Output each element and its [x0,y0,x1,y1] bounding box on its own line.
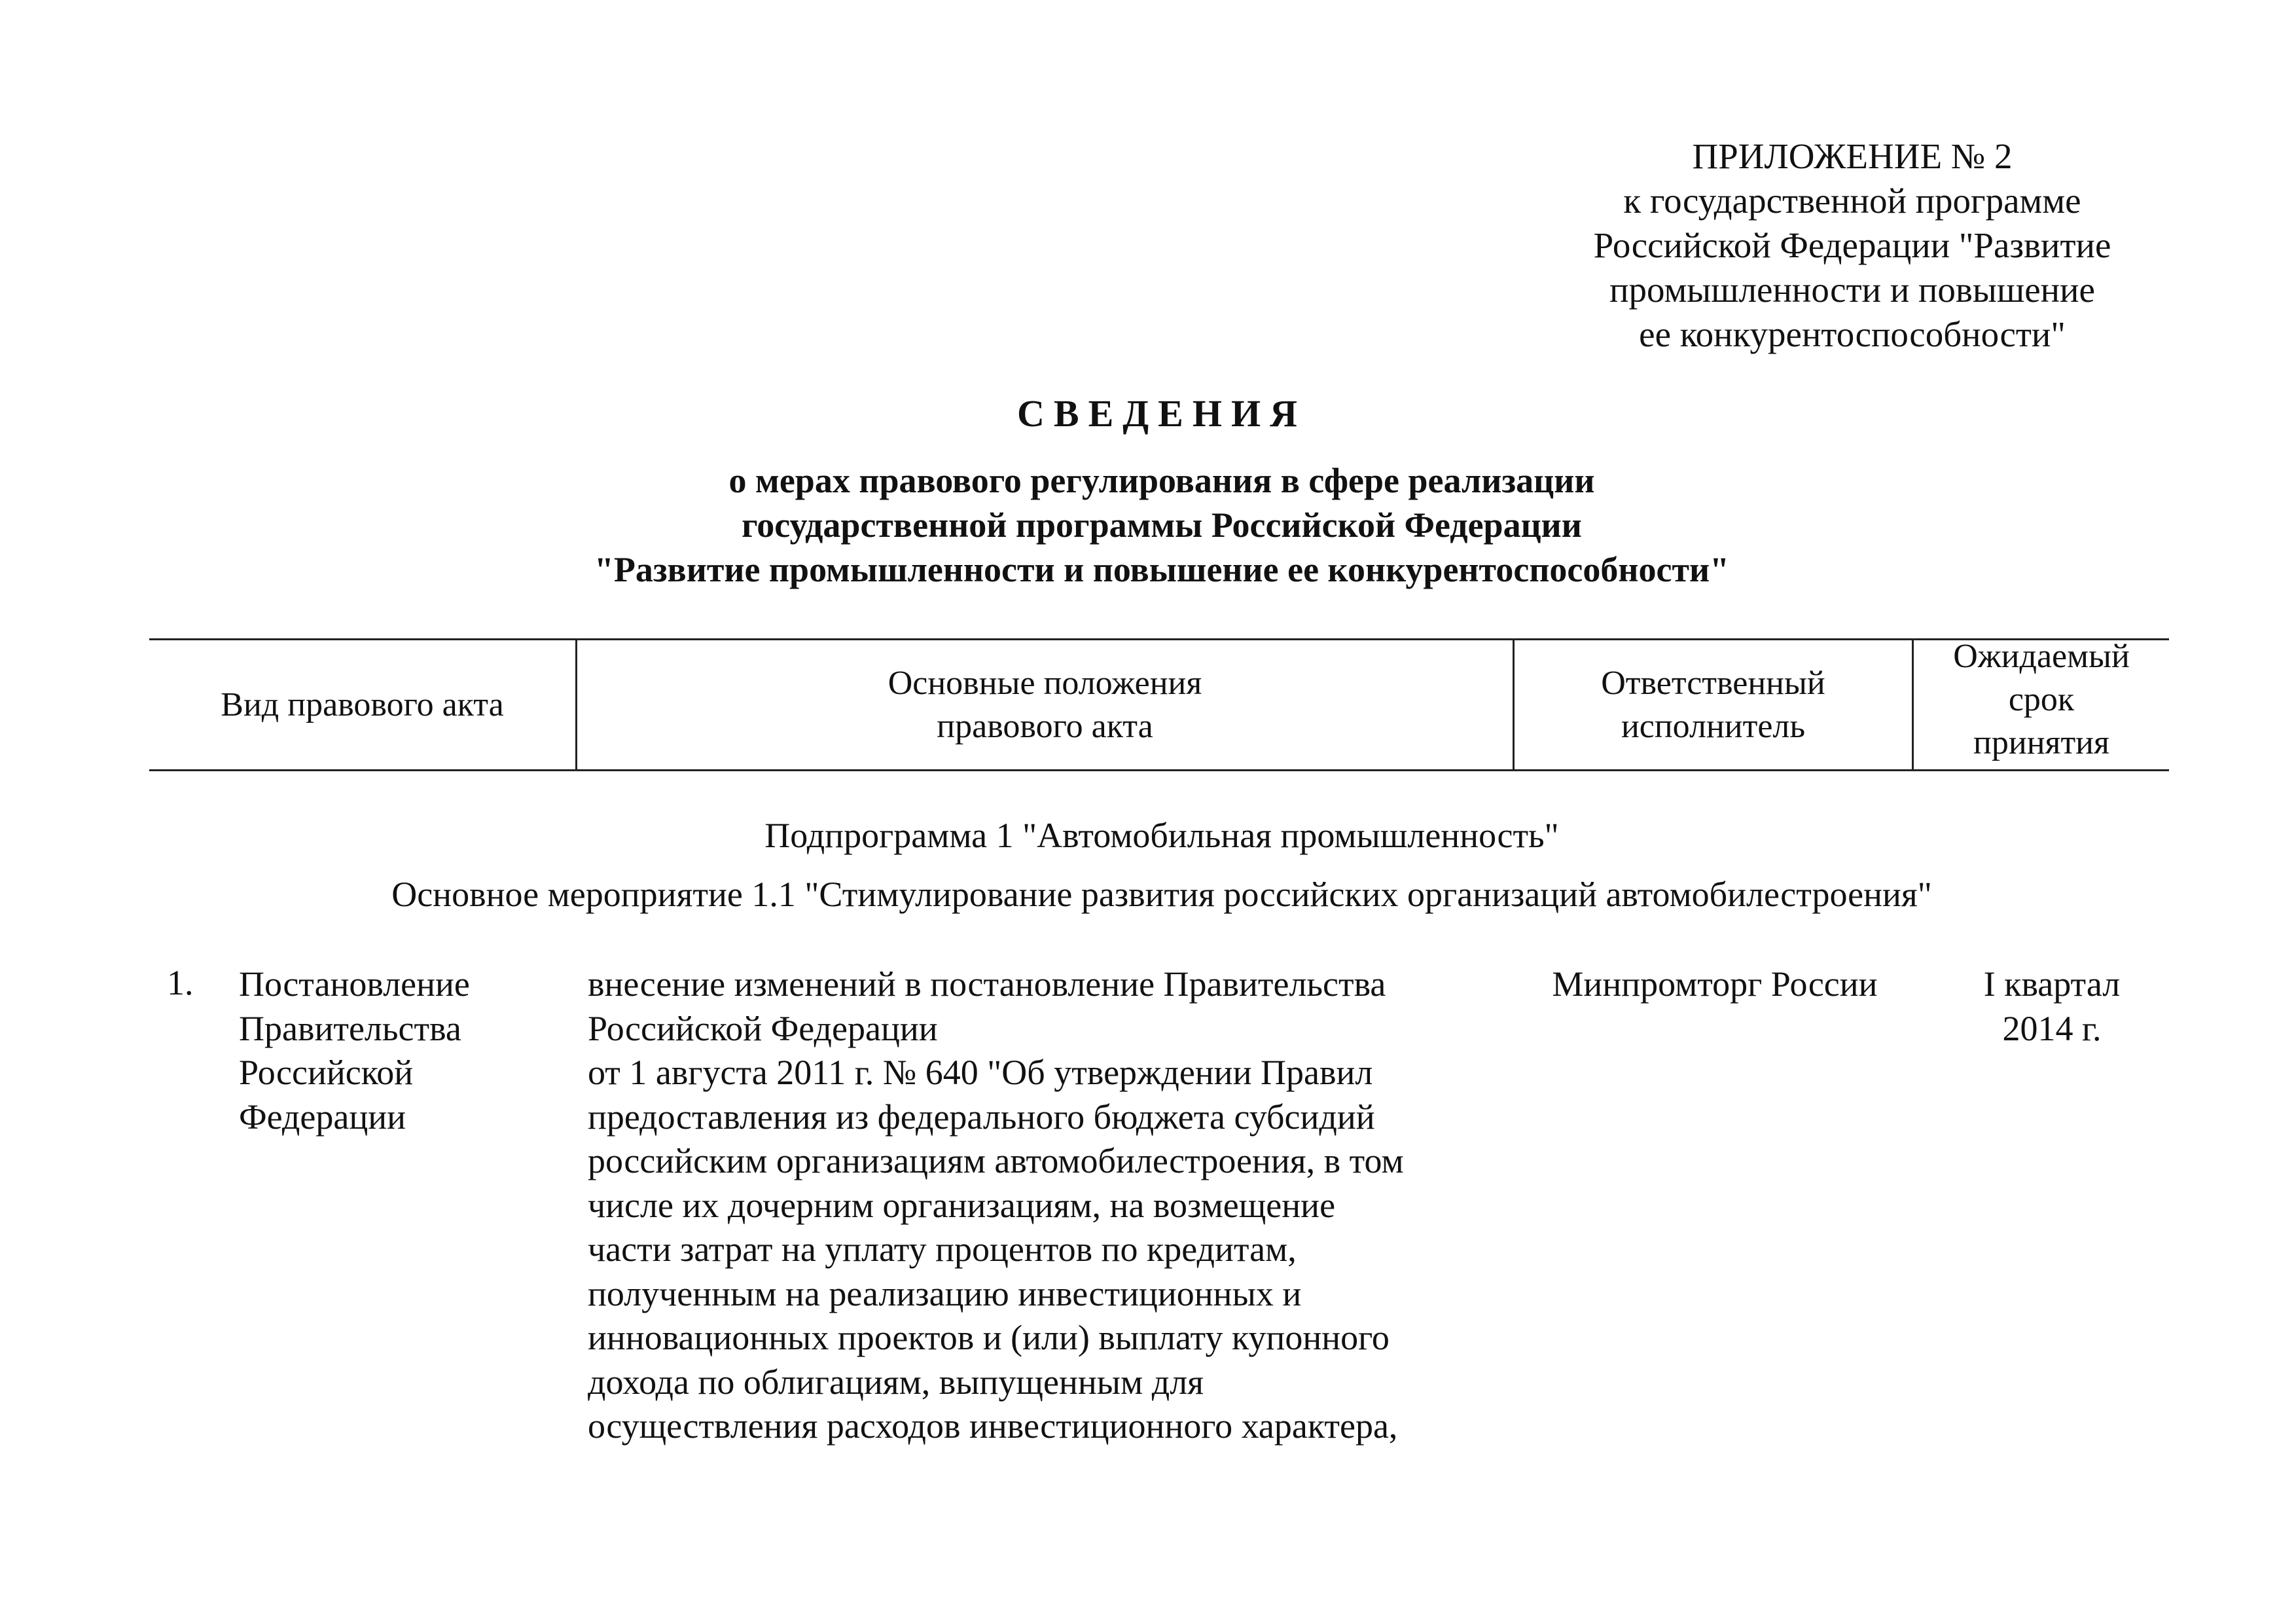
header-deadline-line: срок [2008,681,2075,718]
row-deadline [1931,962,2173,1051]
header-provisions-line: правового акта [937,707,1153,745]
row-number: 1. [167,963,194,1002]
appendix-line: ее конкурентоспособности" [1639,314,2066,354]
header-executor-line: Ответственный [1601,664,1825,702]
content-line: инновационных проектов и (или) выплату купонного [588,1318,1390,1357]
act-type-line: Постановление [239,964,470,1004]
deadline-line: 2014 г. [2002,1008,2102,1048]
content-line: числе их дочерним организациям, на возмещение [588,1185,1336,1225]
document-title: СВЕДЕНИЯ [1017,392,1306,435]
content-line: российским организациям автомобилестроения, в том [588,1141,1404,1180]
table-header [149,638,2169,771]
content-line: от 1 августа 2011 г. № 640 "Об утверждении Правил [588,1053,1373,1092]
content-line: части затрат на уплату процентов по кредитам, [588,1230,1297,1269]
subprogram-heading: Подпрограмма 1 "Автомобильная промышленность" [764,816,1559,855]
header-executor-line: исполнитель [1621,707,1806,745]
appendix-line: к государственной программе [1623,181,2081,221]
content-line: предоставления из федерального бюджета субсидий [588,1097,1375,1137]
header-provisions-line: Основные положения [888,664,1202,702]
header-deadline [1912,640,2169,769]
content-line: внесение изменений в постановление Правительства [588,964,1386,1004]
document-subtitle [131,458,2193,592]
header-executor [1513,640,1912,769]
header-act-type-label: Вид правового акта [221,685,504,723]
content-line: осуществления расходов инвестиционного характера, [588,1406,1398,1446]
row-act-type [239,962,514,1139]
header-deadline-line: Ожидаемый [1953,638,2130,675]
content-line: Российской Федерации [588,1008,938,1048]
header-provisions [575,640,1513,769]
subtitle-line: государственной программы Российской Федерации [742,505,1582,545]
appendix-note [1538,134,2166,357]
subtitle-line: о мерах правового регулирования в сфере реализации [728,461,1595,500]
appendix-line: промышленности и повышение [1609,270,2095,310]
header-act-type [149,640,575,769]
act-type-line: Российской [239,1053,414,1092]
deadline-line: I квартал [1983,964,2121,1004]
header-deadline-line: принятия [1973,724,2109,761]
subtitle-line: "Развитие промышленности и повышение ее конкурентоспособности" [594,550,1730,589]
act-type-line: Правительства [239,1008,461,1048]
appendix-line: ПРИЛОЖЕНИЕ № 2 [1692,136,2013,176]
measure-heading: Основное мероприятие 1.1 "Стимулирование развития российских организаций автомобилестроения" [391,875,1932,914]
appendix-line: Российской Федерации "Развитие [1593,225,2111,265]
content-line: полученным на реализацию инвестиционных и [588,1273,1302,1313]
row-executor: Минпромторг России [1552,964,1878,1004]
content-line: дохода по облигациям, выпущенным для [588,1362,1204,1402]
act-type-line: Федерации [239,1097,406,1137]
row-provisions [588,962,1517,1449]
